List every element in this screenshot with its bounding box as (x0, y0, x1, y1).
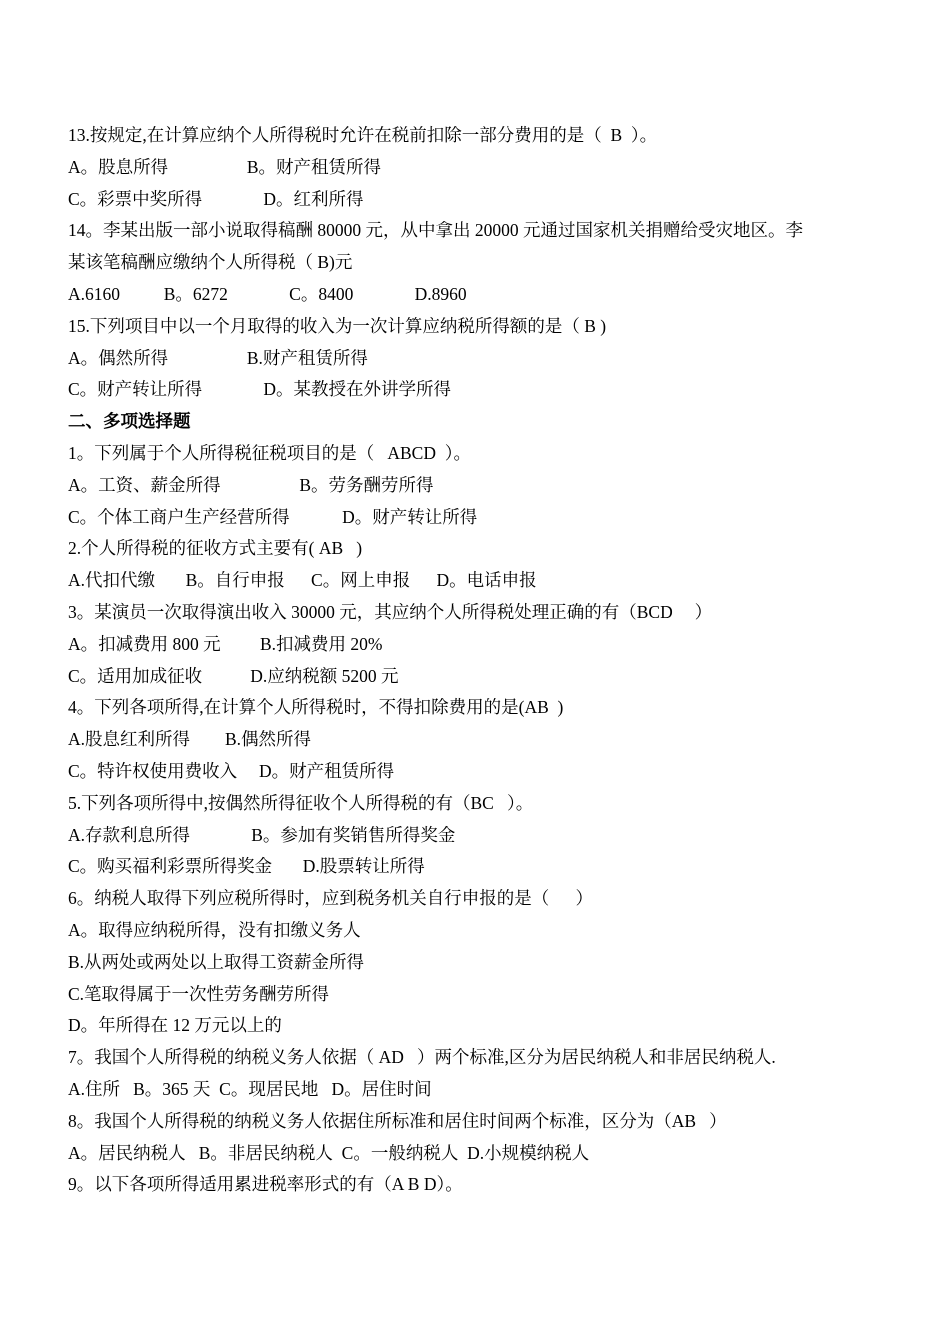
text-line: A.存款利息所得 B。参加有奖销售所得奖金 (68, 824, 456, 845)
text-line: 4。下列各项所得,在计算个人所得税时，不得扣除费用的是(AB ) (68, 697, 564, 718)
text-line: 3。某演员一次取得演出收入 30000 元，其应纳个人所得税处理正确的有（BCD ） (68, 602, 713, 622)
text-line: 9。以下各项所得适用累进税率形式的有（A B D）。 (68, 1174, 463, 1195)
text-line: 6。纳税人取得下列应税所得时，应到税务机关自行申报的是（ ） (68, 888, 593, 909)
text-line: C。彩票中奖所得 D。红利所得 (68, 188, 364, 209)
text-line: A.6160 B。6272 C。8400 D.8960 (68, 284, 467, 304)
text-line: A.住所 B。365 天 C。现居民地 D。居住时间 (68, 1079, 432, 1099)
text-line: 1。下列属于个人所得税征税项目的是（ ABCD ）。 (68, 443, 471, 463)
text-line: A。居民纳税人 B。非居民纳税人 C。一般纳税人 D.小规模纳税人 (68, 1142, 590, 1163)
text-line: A。扣减费用 800 元 B.扣减费用 20% (68, 633, 383, 654)
text-line: D。年所得在 12 万元以上的 (68, 1015, 282, 1036)
text-line: 15.下列项目中以一个月取得的收入为一次计算应纳税所得额的是（ B ) (68, 315, 607, 336)
text-line: 8。我国个人所得税的纳税义务人依据住所标准和居住时间两个标准，区分为（AB ） (68, 1110, 727, 1131)
text-line: C。个体工商户生产经营所得 D。财产转让所得 (68, 506, 478, 527)
text-line: 13.按规定,在计算应纳个人所得税时允许在税前扣除一部分费用的是（ B ）。 (68, 125, 658, 145)
text-line: A。偶然所得 B.财产租赁所得 (68, 347, 368, 368)
text-line: 7。我国个人所得税的纳税义务人依据（ AD ）两个标准,区分为居民纳税人和非居民纳税人. (68, 1047, 776, 1068)
text-line: A。工资、薪金所得 B。劳务酬劳所得 (68, 474, 434, 495)
text-line: A.代扣代缴 B。自行申报 C。网上申报 D。电话申报 (68, 570, 537, 591)
text-line: A。取得应纳税所得，没有扣缴义务人 (68, 920, 361, 940)
text-line: 5.下列各项所得中,按偶然所得征收个人所得税的有（BC ）。 (68, 792, 534, 813)
text-line: 14。李某出版一部小说取得稿酬 80000 元，从中拿出 20000 元通过国家机关捐赠给受灾地区。李 (68, 220, 803, 241)
text-line: C。财产转让所得 D。某教授在外讲学所得 (68, 379, 452, 400)
section-heading: 二、多项选择题 (68, 411, 191, 432)
text-line: B.从两处或两处以上取得工资薪金所得 (68, 951, 365, 972)
text-line: A。股息所得 B。财产租赁所得 (68, 156, 382, 177)
text-line: C。适用加成征收 D.应纳税额 5200 元 (68, 665, 399, 686)
text-line: C.笔取得属于一次性劳务酬劳所得 (68, 983, 330, 1004)
text-line: A.股息红利所得 B.偶然所得 (68, 729, 312, 750)
text-line: 某该笔稿酬应缴纳个人所得税（ B)元 (68, 252, 353, 273)
text-line: 2.个人所得税的征收方式主要有( AB ) (68, 538, 363, 559)
text-line: C。购买福利彩票所得奖金 D.股票转让所得 (68, 856, 425, 877)
text-line: C。特许权使用费收入 D。财产租赁所得 (68, 761, 395, 781)
